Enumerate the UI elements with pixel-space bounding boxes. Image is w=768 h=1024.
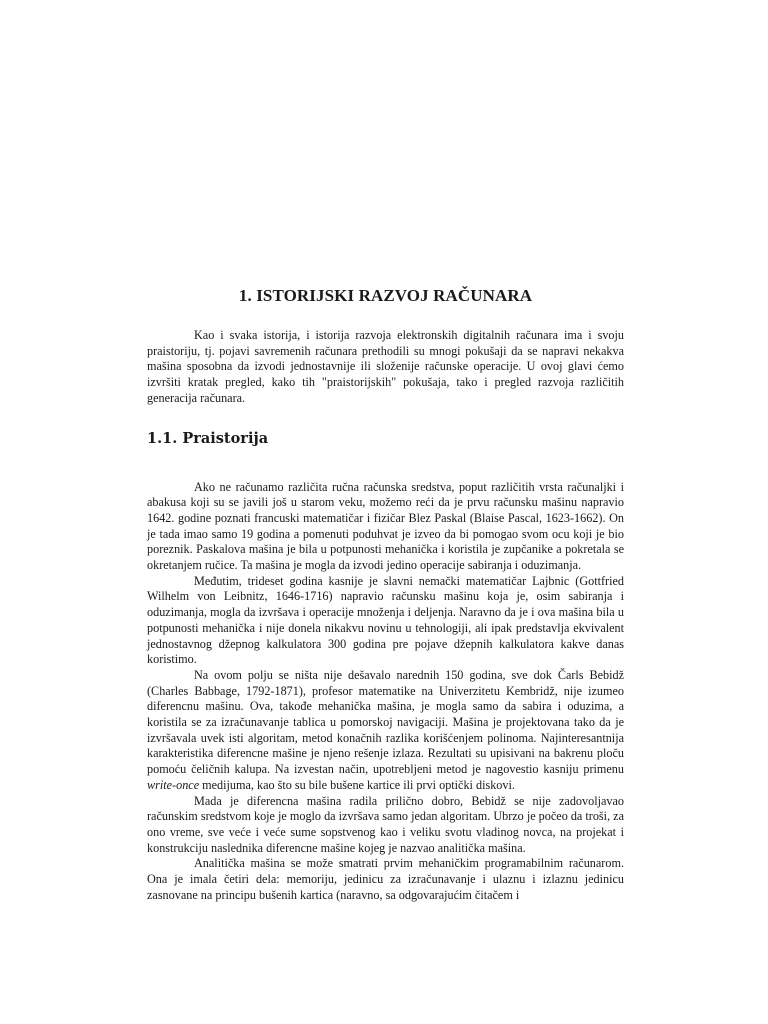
section-title: 1.1. Praistorija: [147, 429, 269, 447]
paragraph-programmable: Analitička mašina se može smatrati prvim mehaničkim programabilnim računarom. Ona je imala četiri dela: memoriju, jedinicu za izračunavanje i ulaznu i izlaznu jedinicu zasnovane na principu bušenih kartica (naravno, sa odgovarajućim čitačem i: [147, 856, 624, 902]
write-once-term: write-once: [147, 777, 200, 792]
paragraph-babbage-text-end: medijuma, kao što su bile bušene kartice ili prvi optički diskovi.: [199, 777, 515, 792]
intro-paragraph: Kao i svaka istorija, i istorija razvoja elektronskih digitalnih računara ima i svoju praistoriju, tj. pojavi savremenih računara prethodili su mnogi pokušaji da se napravi nekakva mašina sposobna da izvodi jednostavnije ili složenije računske operacije. U ovoj glavi ćemo izvršiti kratak pregled, kako tih "praistorijskih" pokušaja, tako i pregled razvoja različitih generacija računara.: [147, 328, 624, 405]
chapter-title: 1. ISTORIJSKI RAZVOJ RAČUNARA: [238, 286, 533, 305]
paragraph-pascal: Ako ne računamo različita ručna računska sredstva, poput različitih vrsta računaljki i abakusa koji su se javili još u starom veku, možemo reći da je prvu računsku mašinu napravio 1642. godine poznati francuski matematičar i fizičar Blez Paskal (Blaise Pascal, 1623-1662). On je tada imao samo 19 godina a pomenuti poduhvat je izveo da bi pomogao svom ocu koji je bio poreznik. Paskalova mašina je bila u potpunosti mehanička i koristila je zupčanike a pokretala se okretanjem ručice. Ta mašina je mogla da izvodi jedino operacije sabiranja i oduzimanja.: [147, 479, 624, 573]
page-content: [147, 283, 624, 904]
paragraph-babbage: [147, 668, 624, 794]
paragraph-leibnitz: Međutim, trideset godina kasnije je slavni nemački matematičar Lajbnic (Gottfried Wilhelm von Leibnitz, 1646-1716) napravio računsku mašinu koja je, osim sabiranja i oduzimanja, mogla da izvršava i operacije množenja i deljenja. Naravno da je i ova mašina bila u potpunosti mehanička i nije donela nikakvu novinu u tehnologiji, ali ipak predstavlja ekvivalent jednostavnog džepnog kalkulatora 300 godina pre pojave džepnih kalkulatora kakve danas koristimo.: [147, 573, 624, 667]
paragraph-analytical-engine: Mada je diferencna mašina radila prilično dobro, Bebidž se nije zadovoljavao računskim sredstvom koje je moglo da izvršava samo jedan algoritam. Ubrzo je počeo da troši, za ono vreme, sve veće i veće sume sopstvenog kao i veliku svotu vladinog novca, na projekat i konstrukciju naslednika diferencne mašine kojeg je nazvao analitička mašina.: [147, 793, 624, 855]
paragraph-babbage-text-start: Na ovom polju se ništa nije dešavalo narednih 150 godina, sve dok Čarls Bebidž (Charles Babbage, 1792-1871), profesor matematike na Univerzitetu Kembridž, nije izumeo diferencnu mašinu. Ova, takođe mehanička mašina, je mogla samo da sabira i oduzima, a koristila se za izračunavanje tablica u pomorskoj navigaciji. Mašina je projektovana tako da je izvršavala uvek isti algoritam, metod konačnih razlika korišćenjem polinoma. Najinteresantnija karakteristika diferencne mašine je njeno rešenje izlaza. Rezultati su upisivani na bakrenu ploču pomoću čeličnih kalupa. Na izvestan način, upotrebljeni metod je nagovestio kasniju primenu: [147, 667, 624, 777]
